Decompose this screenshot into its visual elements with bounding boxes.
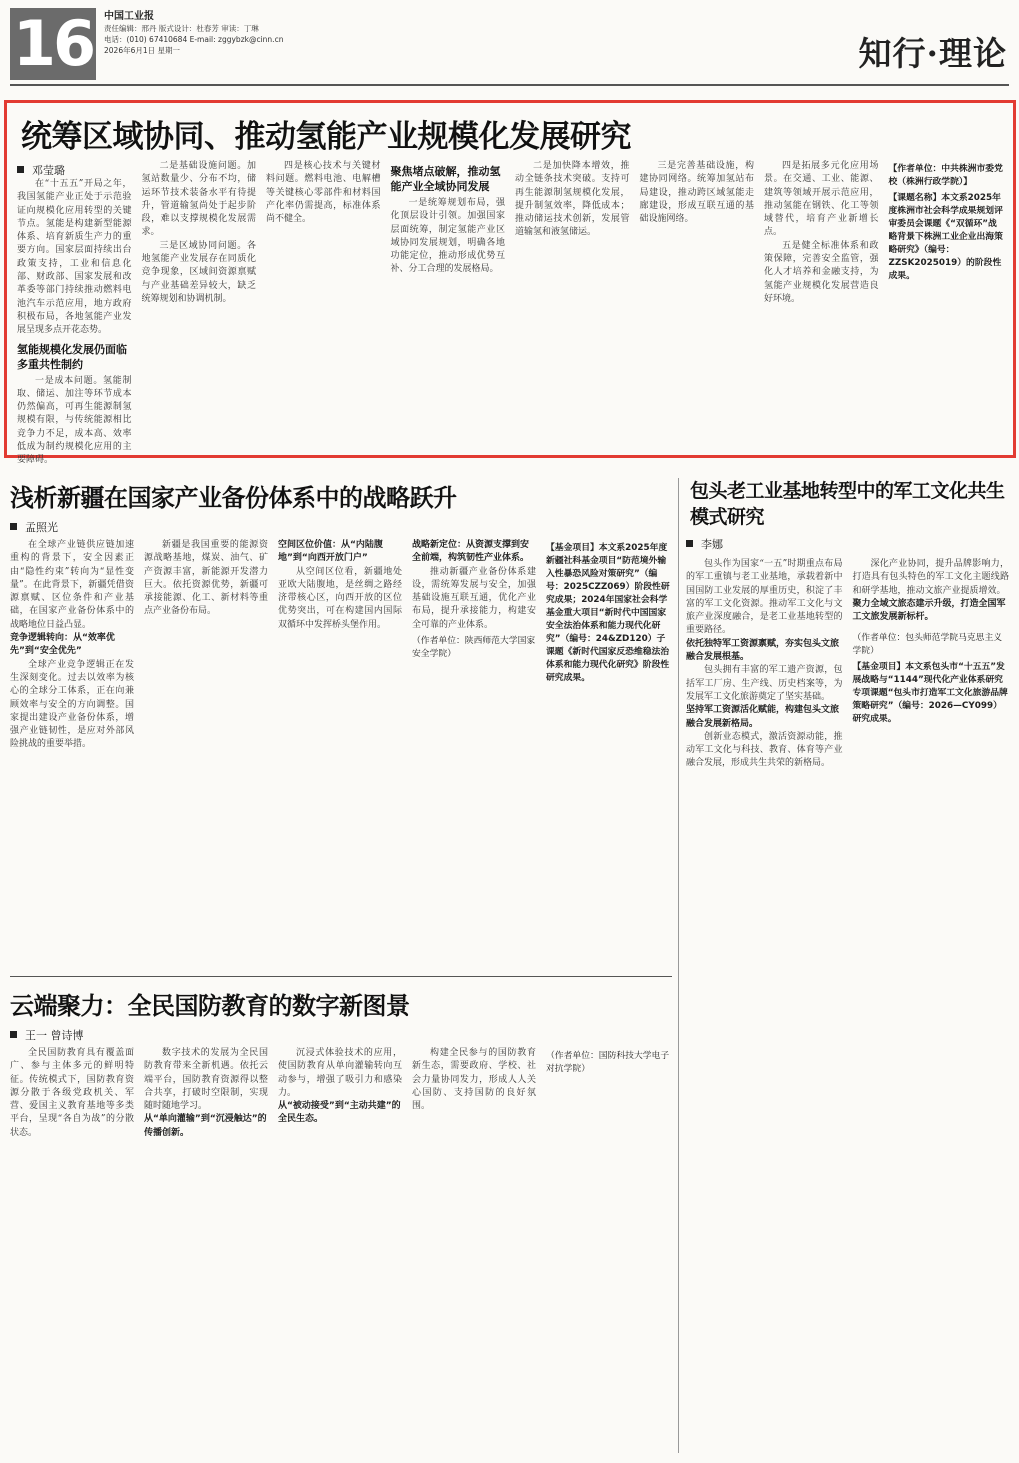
article-column [764,160,879,468]
paragraph: 全民国防教育具有覆盖面广、参与主体多元的鲜明特征。传统模式下，国防教育资源分散于各级党政机关、军营、爱国主义教育基地等多类平台，呈现“各自为战”的分散状态。 [10,1048,134,1138]
fund-note: 【课题名称】本文系2025年度株洲市社会科学成果规划评审委员会课题《“双循环”战略背景下株洲工业企业出海策略研究》（编号：ZZSK2025019）的阶段性成果。 [888,193,1003,281]
page-number: 16 [10,8,96,80]
paragraph: 包头拥有丰富的军工遗产资源，包括军工厂房、生产线、历史档案等，为发展军工文化旅游奠定了坚实基础。 [686,665,843,702]
paragraph: 四是拓展多元化应用场景。在交通、工业、能源、建筑等领域开展示范应用，推动氢能在钢铁、化工等领域替代，培育产业新增长点。 [764,161,879,238]
bullet-square-icon [10,1031,17,1038]
article-body [10,539,670,969]
author-affiliation: （作者单位：包头师范学院马克思主义学院） [852,633,1003,657]
paragraph: 二是加快降本增效，推动全链条技术突破。支持可再生能源制氢规模化发展，提升制氢效率，降低成本；推动储运技术创新，发展管道输氢和液氢储运。 [515,161,630,238]
paragraph: 沉浸式体验技术的应用，使国防教育从单向灌输转向互动参与，增强了吸引力和感染力。 [278,1048,402,1098]
article-column [144,1047,268,1447]
paragraph: 在“十五五”开局之年，我国氢能产业正处于示范验证向规模化应用转型的关键节点。氢能是构建新型能源体系、培育新质生产力的重要方向。国家层面持续出台政策支持，工业和信息化部、财政部、国家发展和改革委等部门持续推动燃料电池汽车示范应用，地方政府积极布局，各地氢能产业发展呈现多点开花态势。 [17,179,132,336]
paragraph: 包头作为国家“一五”时期重点布局的军工重镇与老工业基地，承载着新中国国防工业发展的厚重历史，积淀了丰富的军工文化资源。推动军工文化与文旅产业深度融合，是老工业基地转型的重要路径。 [686,559,843,636]
subheading: 坚持军工资源活化赋能，构建包头文旅融合发展新格局。 [686,705,840,729]
paragraph: 深化产业协同，提升品牌影响力，打造具有包头特色的军工文化主题线路和研学基地，推动文旅产业提质增效。 [852,559,1009,596]
bullet-square-icon [10,523,17,530]
author-name: 李娜 [701,538,723,551]
article-defense-education [10,986,670,1453]
paragraph: 全球产业竞争逻辑正在发生深刻变化。过去以效率为核心的全球分工体系，正在向兼顾效率与安全的方向调整。国家提出建设产业备份体系，增强产业链韧性，是应对外部风险挑战的重要举措。 [10,659,134,750]
article-column [853,558,1010,1438]
article-column [17,160,132,468]
paragraph: 在全球产业链供应链加速重构的背景下，安全因素正由“隐性约束”转向为“显性变量”。在此背景下，新疆凭借资源禀赋、区位条件和产业基础，在国家产业备份体系中的战略地位日益凸显。 [10,540,134,630]
article-baotou [686,478,1009,1453]
author-name: 邓莹璐 [32,164,65,177]
paper-name: 中国工业报 [104,11,154,22]
article-column [10,539,134,969]
column-divider [678,478,679,1453]
article-body [17,160,1003,466]
paragraph: 构建全民参与的国防教育新生态，需要政府、学校、社会力量协同发力，形成人人关心国防、支持国防的良好氛围。 [412,1048,536,1112]
paragraph: 一是成本问题。氢能制取、储运、加注等环节成本仍然偏高，可再生能源制氢规模有限，与传统能源相比竞争力不足，成本高、效率低成为制约规模化应用的主要障碍。 [17,375,132,466]
subheading: 从“单向灌输”到“沉浸触达”的传播创新。 [144,1114,267,1138]
article-column [266,160,381,468]
author-affiliation: （作者单位：陕西师范大学国家安全学院） [412,636,536,660]
article-headline: 统筹区域协同、推动氢能产业规模化发展研究 [21,119,631,155]
article-column [640,160,755,468]
paragraph: 从空间区位看，新疆地处亚欧大陆腹地，是丝绸之路经济带核心区，向西开放的区位优势突出，可在构建国内国际双循环中发挥桥头堡作用。 [278,566,402,630]
article-headline: 浅析新疆在国家产业备份体系中的战略跃升 [10,483,457,512]
paragraph: 五是健全标准体系和政策保障，完善安全监管，强化人才培养和金融支持，为氢能产业规模化发展营造良好环境。 [764,240,879,304]
article-column [686,558,843,1438]
article-xinjiang [10,478,670,970]
article-headline: 云端聚力：全民国防教育的数字新图景 [10,991,410,1020]
article-column [412,1047,536,1447]
paragraph: 四是核心技术与关键材料问题。燃料电池、电解槽等关键核心零部件和材料国产化率仍需提高，标准体系尚不健全。 [266,161,381,225]
article-hydrogen [4,100,1016,466]
contact-info: 电话：(010) 67410684 E-mail: zggybzk@cinn.cn [104,35,284,44]
author-affiliation: 【作者单位：中共株洲市委党校（株洲行政学院）】 [888,164,1003,187]
article-column [889,160,1004,468]
author-affiliation: （作者单位：国防科技大学电子对抗学院） [546,1051,670,1074]
paragraph: 二是基础设施问题。加氢站数量少、分布不均，储运环节技术装备水平有待提升，管道输氢尚处于起步阶段，难以支撑规模化发展需求。 [141,161,256,238]
article-body [10,1047,670,1447]
byline [17,162,132,178]
subheading: 依托独特军工资源禀赋，夯实包头文旅融合发展根基。 [686,638,840,663]
fund-note: 【基金项目】本文系2025年度新疆社科基金项目“防范境外输入性暴恐风险对策研究”（编号：2025CZZ069）阶段性研究成果；2024年国家社会科学基金重大项目“新时代中国国家安全法治体系和能力现代化研究”（编号：24&ZD120）子课题《新时代国家反恐维稳法治体系和能力现代化研究》阶段性研究成果。 [546,543,670,683]
fund-note: 【基金项目】本文系包头市“十五五”发展战略与“1144”现代化产业体系研究专项课题“包头市打造军工文化旅游品牌策略研究”（编号：2026—CY099）研究成果。 [852,662,1008,725]
paragraph: 推动新疆产业备份体系建设，需统筹发展与安全，加强基础设施互联互通，优化产业布局，提升承接能力，构建安全可靠的产业体系。 [412,566,536,630]
editor-credits: 责任编辑：邢丹 版式设计：杜春芳 审读：丁琳 [104,24,259,33]
section-title: 知行·理论 [858,34,1007,73]
section-divider [10,976,672,977]
article-column [10,1047,134,1447]
paragraph: 数字技术的发展为全民国防教育带来全新机遇。依托云端平台，国防教育资源得以整合共享，打破时空限制，实现随时随地学习。 [144,1048,268,1112]
author-name: 王一 曾诗博 [25,1029,84,1042]
article-column [278,1047,402,1447]
article-column [546,1047,670,1447]
byline [686,536,1009,552]
article-column [278,539,402,969]
article-headline: 包头老工业基地转型中的军工文化共生模式研究 [690,480,1005,528]
subheading: 空间区位价值：从“内陆腹地”到“向西开放门户” [278,540,383,564]
byline [10,1027,670,1043]
paragraph: 一是统筹规划布局，强化顶层设计引领。加强国家层面统筹，制定氢能产业区域协同发展规划，明确各地功能定位，推动形成优势互补、分工合理的发展格局。 [390,198,505,275]
issue-date: 2026年6月1日 星期一 [104,46,181,55]
paragraph: 创新业态模式，激活资源动能，推动军工文化与科技、教育、体育等产业融合发展，形成共生共荣的新格局。 [686,731,843,769]
masthead-info [104,10,283,56]
subheading: 从“被动接受”到“主动共建”的全民生态。 [278,1101,401,1125]
bullet-square-icon [17,166,24,173]
article-column [412,539,536,969]
byline [10,519,670,535]
subheading: 竞争逻辑转向：从“效率优先”到“安全优先” [10,633,115,657]
paragraph: 三是完善基础设施，构建协同网络。统筹加氢站布局建设，推动跨区域氢能走廊建设，形成互联互通的基础设施网络。 [639,161,754,225]
paragraph: 新疆是我国重要的能源资源战略基地，煤炭、油气、矿产资源丰富，新能源开发潜力巨大。依托资源优势，新疆可承接能源、化工、新材料等重点产业备份布局。 [144,540,268,617]
article-column [142,160,257,468]
article-column [391,160,506,468]
author-name: 孟照光 [25,521,58,534]
masthead-rule [10,84,1009,86]
subheading: 聚力全域文旅态建示升级，打造全国军工文旅发展新标杆。 [852,598,1006,623]
bullet-square-icon [686,540,693,547]
masthead [0,0,1019,88]
subheading: 战略新定位：从资源支撑到安全前端，构筑韧性产业体系。 [412,540,530,564]
article-column [546,539,670,969]
article-column [515,160,630,468]
subheading: 聚焦堵点破解，推动氢能产业全域协同发展 [390,165,501,193]
article-column [144,539,268,969]
article-body [686,558,1009,1438]
subheading: 氢能规模化发展仍面临多重共性制约 [17,342,127,371]
paragraph: 三是区域协同问题。各地氢能产业发展存在同质化竞争现象，区域间资源禀赋与产业基础差异较大，缺乏统筹规划和协调机制。 [141,240,256,304]
